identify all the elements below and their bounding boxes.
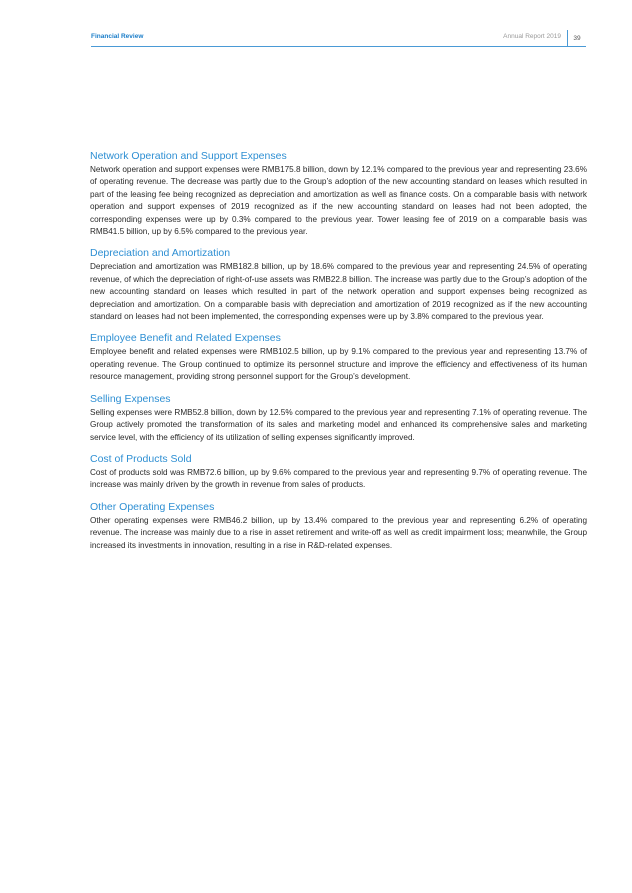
section-heading: Selling Expenses <box>90 392 171 405</box>
page-number: 39 <box>567 30 586 46</box>
section-body: Selling expenses were RMB52.8 billion, down by 12.5% compared to the previous year and representing 7.1% of operating revenue. The Group actively promoted the transformation of its sales and marketing model and enhanced its comprehensive sales and marketing service level, with the efficiency of its utilization of selling expenses significantly improved. <box>90 407 587 442</box>
main-content <box>90 150 587 561</box>
section-body: Other operating expenses were RMB46.2 billion, up by 13.4% compared to the previous year and representing 6.2% of operating revenue. The increase was mainly due to a rise in asset retirement and write-off as well as credit impairment loss; meanwhile, the Group increased its investments in innovation, resulting in a rise in R&D-related expenses. <box>90 515 587 550</box>
section-body: Depreciation and amortization was RMB182.8 billion, up by 18.6% compared to the previous year and representing 24.5% of operating revenue, of which the depreciation of right-of-use assets was RMB22.8 billion. The increase was partly due to the Group’s adoption of the new accounting standard on leases which resulted in part of the network operation and support expenses being recognized as depreciation and amortization. On a comparable basis with depreciation and amortization of 2019 recognized as if the new accounting standard on leases had not been implemented, the corresponding expenses were up by 3.8% compared to the previous year. <box>90 262 587 322</box>
section-body: Employee benefit and related expenses were RMB102.5 billion, up by 9.1% compared to the previous year and representing 13.7% of operating revenue. The Group continued to optimize its personnel structure and improve the efficiency and effectiveness of its human resource management, providing strong personnel support for the Group’s development. <box>90 347 587 382</box>
header-divider <box>91 46 586 47</box>
section-heading: Other Operating Expenses <box>90 500 215 513</box>
section-heading: Employee Benefit and Related Expenses <box>90 332 281 345</box>
section-title: Financial Review <box>91 33 144 40</box>
section-heading: Depreciation and Amortization <box>90 247 231 260</box>
section-heading: Network Operation and Support Expenses <box>90 150 287 162</box>
page-header <box>91 30 586 47</box>
section-cost-of-products <box>90 453 587 492</box>
section-selling-expenses <box>90 393 587 444</box>
section-heading: Cost of Products Sold <box>90 452 192 465</box>
section-other-operating <box>90 501 587 552</box>
section-network-operation <box>90 150 587 238</box>
report-title: Annual Report 2019 <box>503 33 561 40</box>
section-depreciation <box>90 247 587 323</box>
section-body: Cost of products sold was RMB72.6 billion, up by 9.6% compared to the previous year and representing 9.7% of operating revenue. The increase was mainly driven by the growth in revenue from sales of products. <box>90 467 587 490</box>
section-body: Network operation and support expenses were RMB175.8 billion, down by 12.1% compared to the previous year and representing 23.6% of operating revenue. The decrease was partly due to the Group’s adoption of the new accounting standard on leases which resulted in part of the leasing fee being recognized as depreciation and amortization as well as finance costs. On a comparable basis with network operation and support expenses of 2019 recognized as if the new accounting standard on leases had not been adopted, the corresponding expenses were up by 0.3% compared to the previous year. Tower leasing fee of 2019 on a comparable basis was RMB41.5 billion, up by 6.5% compared to the previous year. <box>90 165 587 237</box>
section-employee-benefit <box>90 332 587 383</box>
